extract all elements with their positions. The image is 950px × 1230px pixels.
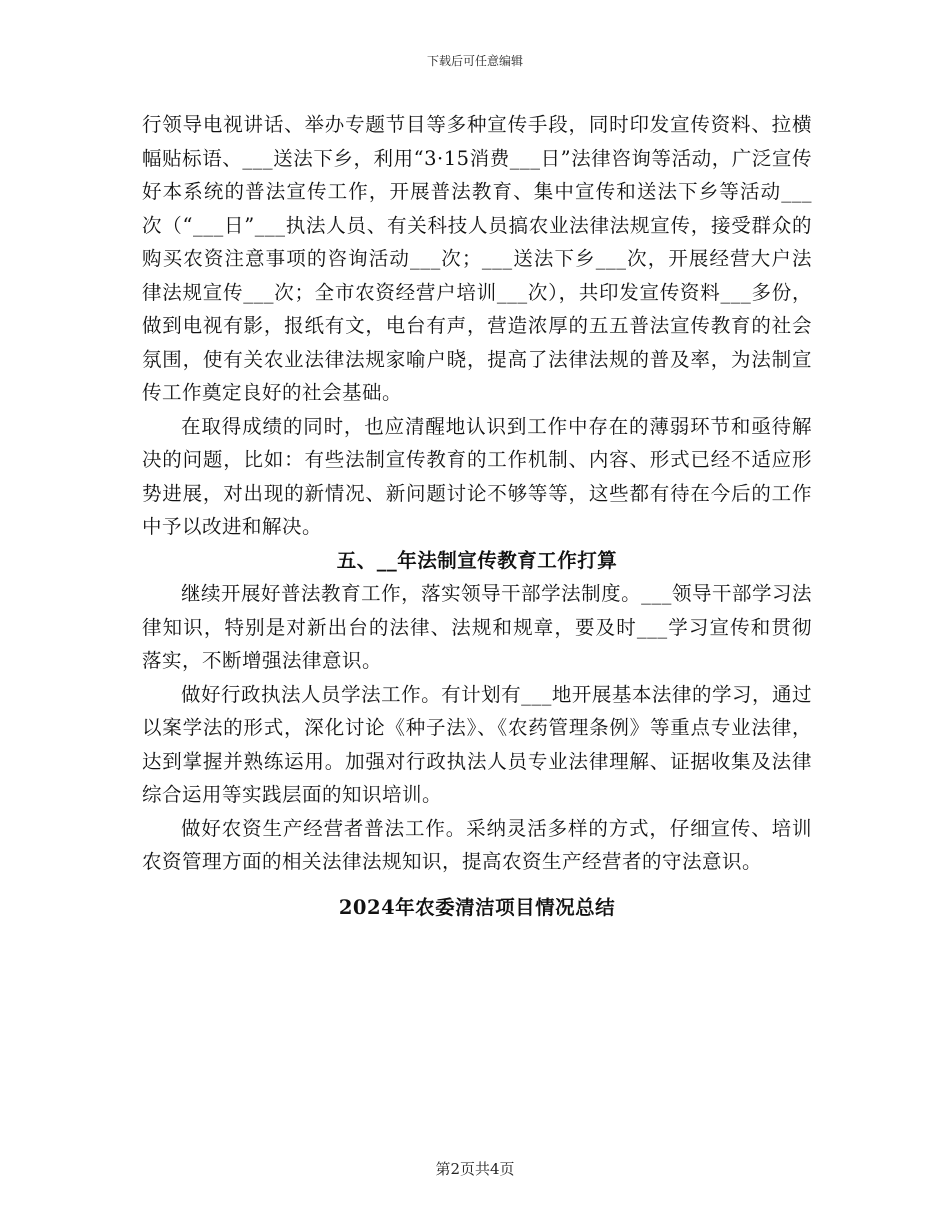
paragraph-producer-education: 做好农资生产经营者普法工作。采纳灵活多样的方式，仔细宣传、培训农资管理方面的相关法律法规知识，提高农资生产经营者的守法意识。 xyxy=(142,816,812,873)
next-document-title: 2024年农委清洁项目情况总结 xyxy=(338,895,616,919)
page-number: 第2页共4页 xyxy=(435,1160,515,1178)
paragraph-shortcomings: 在取得成绩的同时，也应清醒地认识到工作中存在的薄弱环节和亟待解决的问题，比如：有些法制宣传教育的工作机制、内容、形式已经不适应形势进展，对出现的新情况、新问题讨论不够等等，这些都有待在今后的工作中予以改进和解决。 xyxy=(142,414,812,538)
section-heading-plan: 五、__年法制宣传教育工作打算 xyxy=(336,548,618,572)
paragraph-enforcement-study: 做好行政执法人员学法工作。有计划有___地开展基本法律的学习，通过以案学法的形式，深化讨论《种子法》、《农药管理条例》等重点专业法律，达到掌握并熟练运用。加强对行政执法人员专业法律理解、证据收集及法律综合运用等实践层面的知识培训。 xyxy=(142,682,812,806)
page-header-note: 下载后可任意编辑 xyxy=(426,54,523,68)
document-body xyxy=(142,108,812,924)
paragraph-cadre-study: 继续开展好普法教育工作，落实领导干部学法制度。___领导干部学习法律知识，特别是对新出台的法律、法规和规章，要及时___学习宣传和贯彻落实，不断增强法律意识。 xyxy=(142,582,812,672)
paragraph-publicity-activities: 行领导电视讲话、举办专题节目等多种宣传手段，同时印发宣传资料、拉横幅贴标语、___送法下乡，利用“3·15消费___日”法律咨询等活动，广泛宣传好本系统的普法宣传工作，开展普法教育、集中宣传和送法下乡等活动___次（“___日”___执法人员、有关科技人员搞农业法律法规宣传，接受群众的购买农资注意事项的咨询活动___次；___送法下乡___次，开展经营大户法律法规宣传___次；全市农资经营户培训___次），共印发宣传资料___多份，做到电视有影，报纸有文，电台有声，营造浓厚的五五普法宣传教育的社会氛围，使有关农业法律法规家喻户晓，提高了法律法规的普及率，为法制宣传工作奠定良好的社会基础。 xyxy=(142,113,812,404)
